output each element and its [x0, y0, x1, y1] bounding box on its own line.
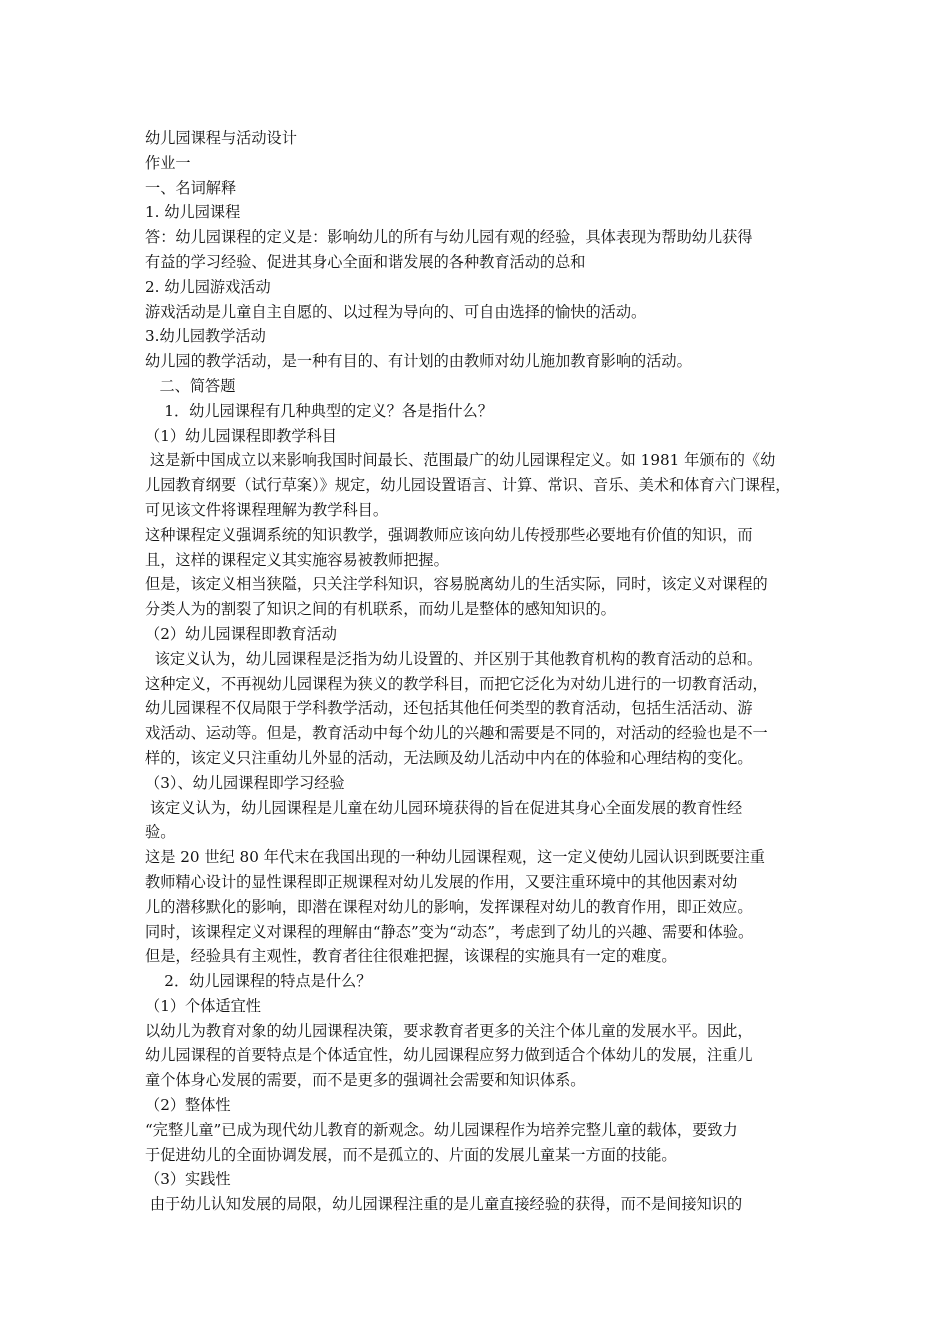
text-line: 儿园教育纲要（试行草案）》规定，幼儿园设置语言、计算、常识、音乐、美术和体育六门课程，	[145, 476, 791, 495]
subheading: （3）实践性	[145, 1170, 231, 1189]
text-line: 幼儿园课程的首要特点是个体适宜性，幼儿园课程应努力做到适合个体幼儿的发展，注重儿	[145, 1046, 753, 1065]
subheading: （2）幼儿园课程即教育活动	[145, 624, 337, 643]
subheading: （1）个体适宜性	[145, 996, 261, 1015]
text-line: 有益的学习经验、促进其身心全面和谐发展的各种教育活动的总和	[145, 252, 586, 271]
text-line: 答：幼儿园课程的定义是：影响幼儿的所有与幼儿园有观的经验，具体表现为帮助幼儿获得	[145, 228, 753, 247]
text-line: 戏活动、运动等。但是，教育活动中每个幼儿的兴趣和需要是不同的，对活动的经验也是不一	[145, 724, 768, 743]
text-line: 于促进幼儿的全面协调发展，而不是孤立的、片面的发展儿童某一方面的技能。	[145, 1145, 677, 1164]
text-line: 这种定义，不再视幼儿园课程为狭义的教学科目，而把它泛化为对幼儿进行的一切教育活动，	[145, 674, 768, 693]
term-heading: 1. 幼儿园课程	[145, 203, 241, 222]
text-line: 儿的潜移默化的影响，即潜在课程对幼儿的影响，发挥课程对幼儿的教育作用，即正效应。	[145, 897, 753, 916]
question-heading: 1．幼儿园课程有几种典型的定义？各是指什么？	[145, 401, 493, 420]
term-heading: 2. 幼儿园游戏活动	[145, 277, 271, 296]
document-body	[145, 126, 820, 1217]
subheading: （2）整体性	[145, 1096, 231, 1115]
text-line: 该定义认为，幼儿园课程是儿童在幼儿园环境获得的旨在促进其身心全面发展的教育性经	[145, 798, 743, 817]
subheading: （1）幼儿园课程即教学科目	[145, 426, 337, 445]
assignment-label: 作业一	[145, 153, 191, 172]
text-line: 以幼儿为教育对象的幼儿园课程决策，要求教育者更多的关注个体儿童的发展水平。因此，	[145, 1021, 753, 1040]
text-line: 但是，该定义相当狭隘，只关注学科知识，容易脱离幼儿的生活实际，同时，该定义对课程的	[145, 575, 768, 594]
text-line: 幼儿园课程不仅局限于学科教学活动，还包括其他任何类型的教育活动，包括生活活动、游	[145, 699, 753, 718]
text-line: 这是 20 世纪 80 年代末在我国出现的一种幼儿园课程观，这一定义使幼儿园认识到既要注重	[145, 848, 765, 867]
document-title: 幼儿园课程与活动设计	[145, 129, 297, 147]
text-line: 且，这样的课程定义其实施容易被教师把握。	[145, 550, 449, 569]
text-line: 童个体身心发展的需要，而不是更多的强调社会需要和知识体系。	[145, 1071, 586, 1090]
section-heading: 一、名词解释	[145, 178, 237, 197]
text-line: 分类人为的割裂了知识之间的有机联系，而幼儿是整体的感知知识的。	[145, 600, 616, 619]
section-heading: 二、简答题	[145, 376, 236, 395]
text-line: 样的，该定义只注重幼儿外显的活动，无法顾及幼儿活动中内在的体验和心理结构的变化。	[145, 748, 753, 767]
term-heading: 3.幼儿园教学活动	[145, 327, 266, 346]
text-line: 该定义认为，幼儿园课程是泛指为幼儿设置的、并区别于其他教育机构的教育活动的总和。	[145, 649, 763, 668]
text-line: 但是，经验具有主观性，教育者往往很难把握，该课程的实施具有一定的难度。	[145, 947, 677, 966]
text-line: “完整儿童”已成为现代幼儿教育的新观念。幼儿园课程作为培养完整儿童的载体，要致力	[145, 1120, 738, 1139]
text-line: 这是新中国成立以来影响我国时间最长、范围最广的幼儿园课程定义。如 1981 年颁布的《幼	[145, 451, 776, 470]
subheading: （3）、幼儿园课程即学习经验	[145, 773, 345, 792]
question-heading: 2．幼儿园课程的特点是什么？	[145, 972, 372, 991]
text-line: 幼儿园的教学活动，是一种有目的、有计划的由教师对幼儿施加教育影响的活动。	[145, 352, 692, 371]
text-line: 这种课程定义强调系统的知识教学，强调教师应该向幼儿传授那些必要地有价值的知识，而	[145, 525, 753, 544]
text-line: 同时，该课程定义对课程的理解由“静态”变为“动态”，考虑到了幼儿的兴趣、需要和体验。	[145, 922, 754, 941]
text-line: 教师精心设计的显性课程即正规课程对幼儿发展的作用，又要注重环境中的其他因素对幼	[145, 872, 738, 891]
text-line: 可见该文件将课程理解为教学科目。	[145, 500, 388, 519]
text-line: 由于幼儿认知发展的局限，幼儿园课程注重的是儿童直接经验的获得，而不是间接知识的	[145, 1195, 743, 1214]
text-line: 验。	[145, 823, 176, 842]
text-line: 游戏活动是儿童自主自愿的、以过程为导向的、可自由选择的愉快的活动。	[145, 302, 647, 321]
